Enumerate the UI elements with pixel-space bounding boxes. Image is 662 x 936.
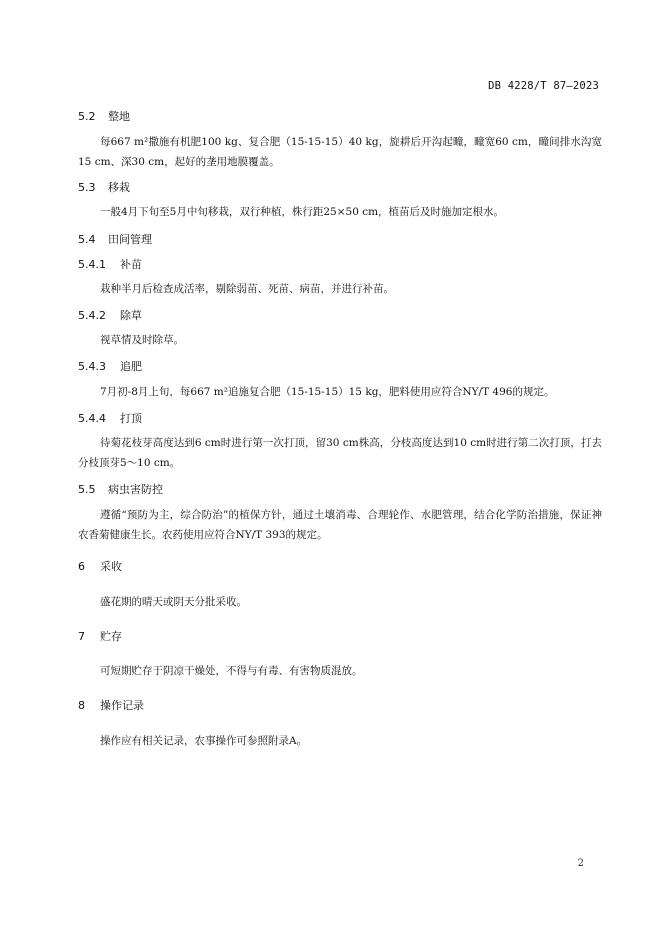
chapter-number: 8	[78, 699, 85, 712]
section-number: 5.4.2	[78, 309, 106, 322]
section-title: 整地	[108, 110, 130, 123]
section-title: 田间管理	[108, 233, 152, 246]
section-body-5-5: 遵循“预防为主，综合防治”的植保方针，通过土壤消毒、合理轮作、水肥管理，结合化学防治措施，保证神农香菊健康生长。农药使用应符合NY/T 393的规定。	[78, 509, 602, 541]
section-number: 5.4.3	[78, 360, 106, 373]
section-heading-5-4	[78, 231, 152, 247]
section-heading-5-4-4	[78, 410, 142, 426]
section-body-5-4-1: 栽种半月后检查成活率，剔除弱苗、死苗、病苗，并进行补苗。	[100, 283, 394, 295]
chapter-body-6: 盛花期的晴天或阴天分批采收。	[100, 596, 247, 608]
chapter-body-7: 可短期贮存于阴凉干燥处，不得与有毒、有害物质混放。	[100, 665, 363, 677]
section-number: 5.2	[78, 110, 96, 123]
section-body-5-4-2: 视草情及时除草。	[100, 334, 184, 346]
section-number: 5.5	[78, 483, 96, 496]
chapter-number: 6	[78, 560, 85, 573]
section-number: 5.3	[78, 181, 96, 194]
chapter-title: 操作记录	[100, 699, 144, 712]
section-heading-5-4-3	[78, 358, 142, 374]
section-number: 5.4	[78, 233, 96, 246]
section-title: 打顶	[120, 412, 142, 425]
section-body-5-4-3: 7月初-8月上旬，每667 m²追施复合肥（15-15-15）15 kg，肥料使用应符合NY/T 496的规定。	[100, 386, 555, 398]
section-title: 移栽	[108, 181, 130, 194]
chapter-heading-8	[78, 697, 144, 713]
page-number: 2	[577, 858, 584, 869]
chapter-title: 贮存	[100, 630, 122, 643]
section-title: 追肥	[120, 360, 142, 373]
section-number: 5.4.1	[78, 258, 106, 271]
section-title: 补苗	[120, 258, 142, 271]
section-heading-5-3	[78, 179, 130, 195]
section-body-5-3: 一般4月下旬至5月中旬移栽，双行种植，株行距25×50 cm，植苗后及时施加定根水。	[100, 206, 505, 218]
section-heading-5-2	[78, 108, 130, 124]
chapter-body-8: 操作应有相关记录，农事操作可参照附录A。	[100, 735, 308, 747]
section-heading-5-4-1	[78, 256, 142, 272]
section-title: 除草	[120, 309, 142, 322]
section-heading-5-5	[78, 481, 163, 497]
chapter-number: 7	[78, 630, 85, 643]
section-heading-5-4-2	[78, 307, 142, 323]
chapter-title: 采收	[100, 560, 122, 573]
section-body-5-2: 每667 m²撒施有机肥100 kg、复合肥（15-15-15）40 kg，旋耕后开沟起疃，疃宽60 cm，疃间排水沟宽15 cm、深30 cm，起好的垄用地膜覆盖。	[78, 136, 602, 168]
chapter-heading-6	[78, 558, 122, 574]
section-title: 病虫害防控	[108, 483, 163, 496]
section-number: 5.4.4	[78, 412, 106, 425]
chapter-heading-7	[78, 628, 122, 644]
section-body-5-4-4: 待菊花枝芽高度达到6 cm时进行第一次打顶，留30 cm株高，分枝高度达到10 cm时进行第二次打顶，打去分枝顶芽5～10 cm。	[78, 437, 602, 469]
document-code: DB 4228/T 87—2023	[488, 80, 599, 92]
